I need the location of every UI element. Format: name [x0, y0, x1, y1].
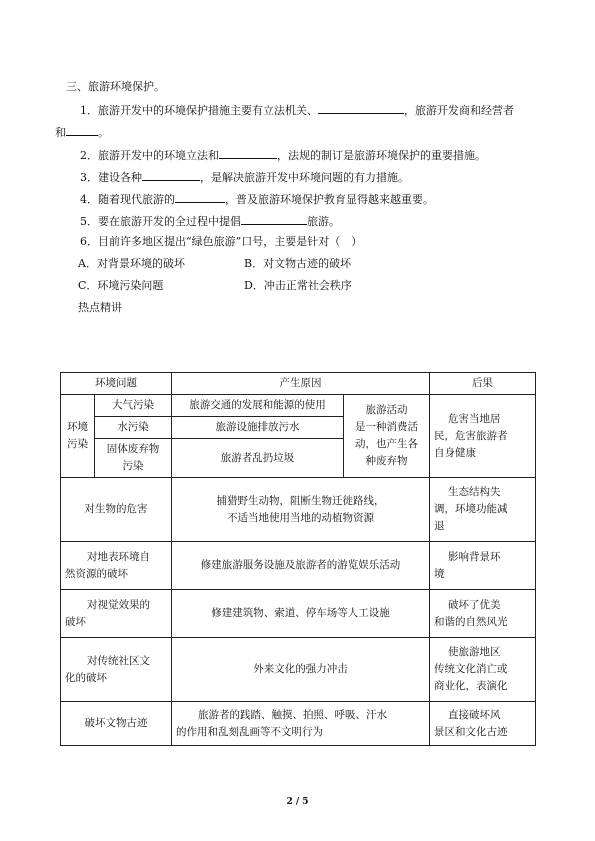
answer-blank[interactable] [66, 124, 98, 136]
environment-issues-table [60, 372, 536, 746]
culture-damage-cause: 外来文化的强力冲击 [172, 638, 430, 702]
visual-damage-effect: 破坏了优美 和谐的自然风光 [430, 590, 536, 638]
header-effect: 后果 [430, 373, 536, 395]
table-header-row [61, 373, 536, 395]
option-c[interactable]: C．环境污染问题 [78, 279, 164, 292]
surface-damage-cause: 修建旅游服务设施及旅游者的游览娱乐活动 [172, 542, 430, 590]
bio-harm-effect: 生态结构失 调，环境功能减 退 [430, 478, 536, 542]
answer-blank[interactable] [142, 169, 200, 181]
solid-waste-pollution: 固体废弃物 污染 [95, 439, 172, 478]
culture-damage-effect: 使旅游地区 传统文化消亡或 商业化，表演化 [430, 638, 536, 702]
culture-damage: 对传统社区文 化的破坏 [61, 638, 172, 702]
answer-blank[interactable] [175, 191, 225, 203]
pollution-label: 环境 污染 [61, 395, 95, 478]
answer-blank[interactable] [219, 147, 277, 159]
air-pollution: 大气污染 [95, 395, 172, 417]
question-4: 4．随着现代旅游的 ，普及旅游环境保护教育显得越来越重要。 [80, 193, 434, 206]
water-pollution: 水污染 [95, 417, 172, 439]
answer-blank[interactable] [241, 213, 307, 225]
visual-damage-cause: 修建建筑物、索道、停车场等人工设施 [172, 590, 430, 638]
header-issue: 环境问题 [61, 373, 172, 395]
air-pollution-cause: 旅游交通的发展和能源的使用 [172, 395, 344, 417]
page-number: 2 / 5 [286, 797, 309, 807]
bio-harm-cause: 捕猎野生动物，阻断生物迁徙路线， 不适当地使用当地的动植物资源 [172, 478, 430, 542]
table-row [61, 590, 536, 638]
pollution-effect: 危害当地居 民，危害旅游者 自身健康 [430, 395, 536, 478]
table-row [61, 395, 536, 417]
table-row [61, 638, 536, 702]
table-row [61, 542, 536, 590]
solid-waste-cause: 旅游者乱扔垃圾 [172, 439, 344, 478]
bio-harm: 对生物的危害 [61, 478, 172, 542]
pollution-common-cause: 旅游活动 是一种消费活 动，也产生各 种废弃物 [344, 395, 430, 478]
question-2: 2．旅游开发中的环境立法和 ，法规的制订是旅游环境保护的重要措施。 [80, 149, 486, 162]
visual-damage: 对视觉效果的 破坏 [61, 590, 172, 638]
water-pollution-cause: 旅游设施排放污水 [172, 417, 344, 439]
surface-damage: 对地表环境自 然资源的破坏 [61, 542, 172, 590]
section-title: 三、旅游环境保护。 [66, 80, 165, 93]
question-3: 3．建设各种 ，是解决旅游开发中环境问题的有力措施。 [80, 171, 409, 184]
relic-damage-effect: 直接破坏风 景区和文化古迹 [430, 702, 536, 746]
hot-topic-heading: 热点精讲 [78, 301, 122, 314]
question-5: 5．要在旅游开发的全过程中提倡 旅游。 [80, 215, 340, 228]
table-row [61, 702, 536, 746]
table-row [61, 478, 536, 542]
answer-blank[interactable] [318, 102, 404, 114]
question-1: 1．旅游开发中的环境保护措施主要有立法机关、 ，旅游开发商和经营者 [80, 104, 514, 117]
question-1-continued: 和 。 [55, 126, 109, 139]
relic-damage-cause: 旅游者的践踏、触摸、拍照、呼吸、汗水 的作用和乱刻乱画等不文明行为 [172, 702, 430, 746]
option-b[interactable]: B．对文物古迹的破坏 [244, 257, 352, 270]
header-cause: 产生原因 [172, 373, 430, 395]
option-a[interactable]: A．对背景环境的破坏 [78, 257, 185, 270]
option-d[interactable]: D．冲击正常社会秩序 [244, 279, 352, 292]
surface-damage-effect: 影响背景环 境 [430, 542, 536, 590]
question-6: 6．目前许多地区提出“绿色旅游”口号，主要是针对（ ） [80, 235, 363, 248]
relic-damage: 破坏文物古迹 [61, 702, 172, 746]
